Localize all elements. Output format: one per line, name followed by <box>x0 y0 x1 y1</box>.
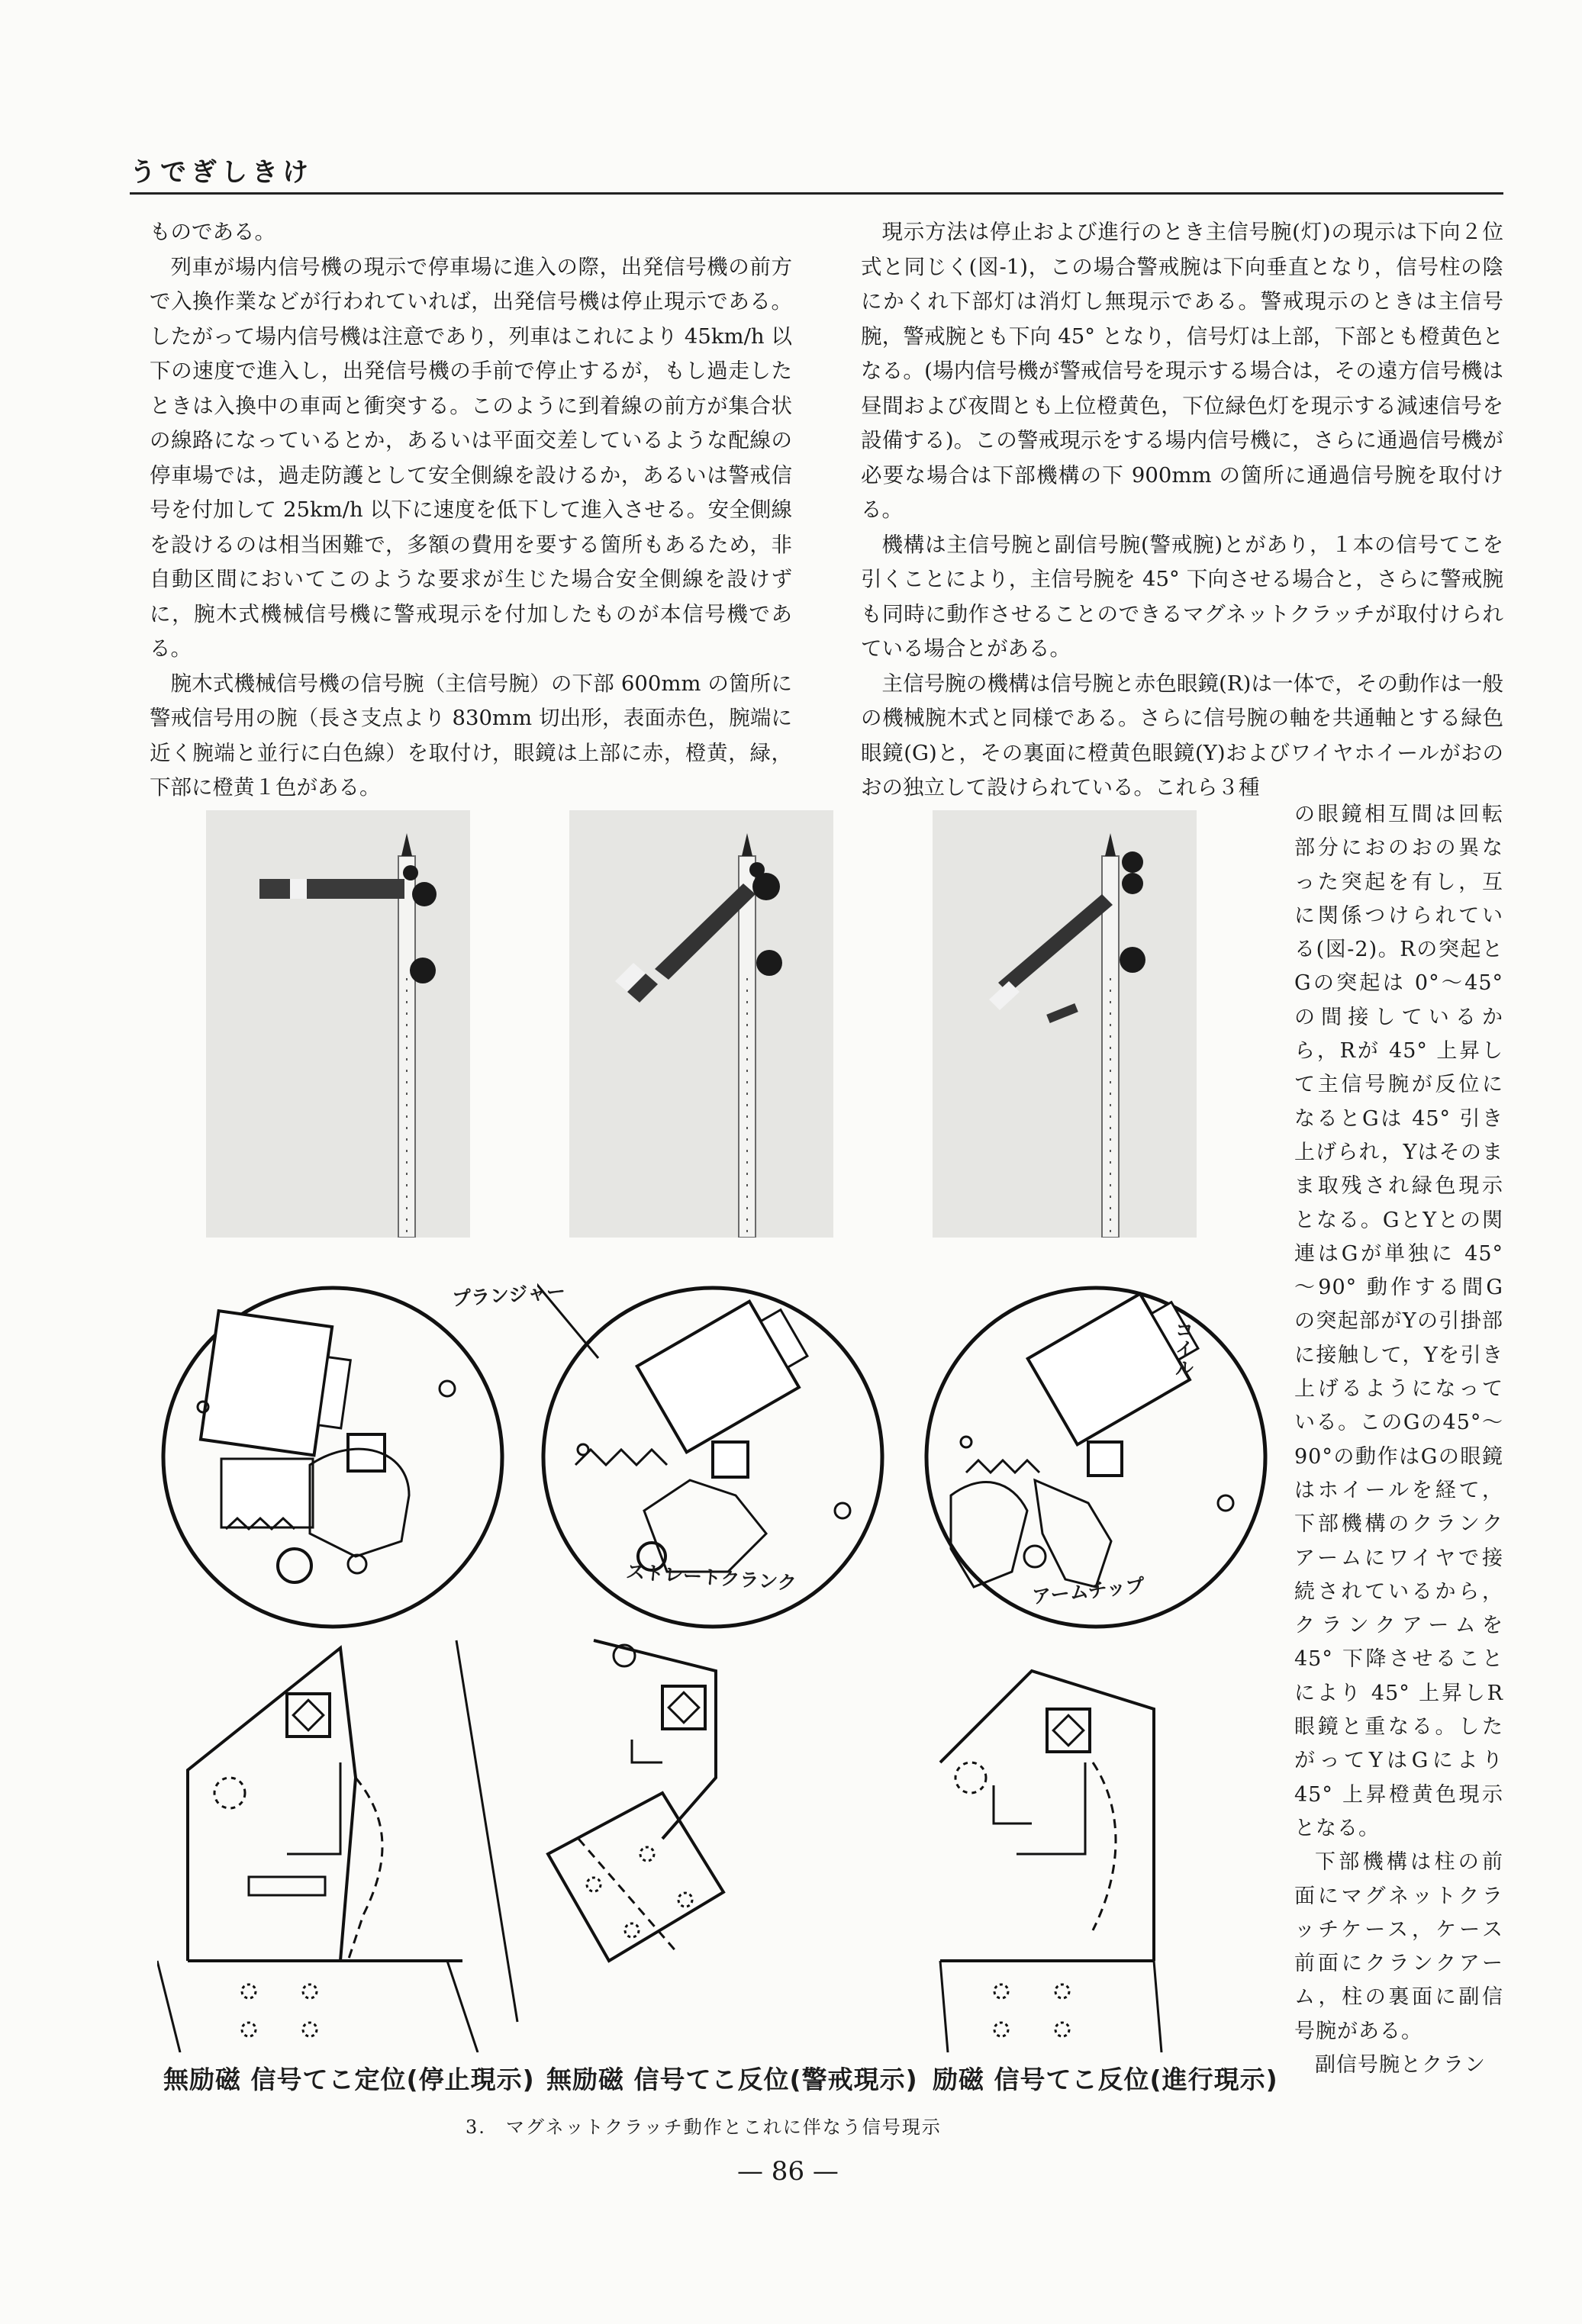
signal-photo-proceed <box>933 810 1197 1238</box>
running-title: うでぎしきけ <box>130 157 313 188</box>
right-column-narrow <box>1294 798 1503 2082</box>
figure-caption: 3. マグネットクラッチ動作とこれに伴なう信号現示 <box>466 2116 942 2138</box>
callout-arm-tip: アームチップ <box>1031 1574 1146 1608</box>
callout-coil: コイル <box>1172 1320 1194 1377</box>
state-label-caution: 無励磁 信号てこ反位(警戒現示) <box>546 2065 918 2094</box>
crank-drawing-caution <box>441 1625 823 2052</box>
paragraph: 腕木式機械信号機の信号腕（主信号腕）の下部 600mm の箇所に警戒信号用の腕（長さ支点より 830mm 切出形，表面赤色，腕端に近く腕端と並行に白色線）を取付け，眼鏡は上部に赤，橙黄，緑，下部に橙黄１色がある。 <box>150 671 792 800</box>
crank-drawing-proceed <box>925 1625 1307 2052</box>
paragraph: 主信号腕の機構は信号腕と赤色眼鏡(R)は一体で，その動作は一般の機械腕木式と同様である。さらに信号腕の軸を共通軸とする緑色眼鏡(G)と，その裏面に橙黄色眼鏡(Y)およびワイヤホイールがおのおの独立して設けられている。これら３種 <box>861 671 1503 800</box>
header-rule <box>130 192 1503 195</box>
paragraph: 現示方法は停止および進行のとき主信号腕(灯)の現示は下向２位式と同じく(図-1)，この場合警戒腕は下向垂直となり，信号柱の陰にかくれ下部灯は消灯し無現示である。警戒現示のときは主信号腕，警戒腕とも下向 45° となり，信号灯は上部，下部とも橙黄色となる。(場内信号機が警戒信号を現示する場合は，その遠方信号機は昼間および夜間とも上位橙黄色，下位緑色灯を現示する減速信号を設備する)。この警戒現示をする場内信号機に，さらに通過信号機が必要な場合は下部機構の下 900mm の箇所に通過信号腕を取付ける。 <box>861 220 1503 522</box>
paragraph: 下部機構は柱の前面にマグネットクラッチケース，ケース前面にクランクアーム，柱の裏面に副信号腕がある。 <box>1294 1850 1503 2043</box>
state-label-proceed: 励磁 信号てこ反位(進行現示) <box>933 2065 1278 2094</box>
paragraph: 副信号腕とクラン <box>1315 2052 1486 2077</box>
signal-photo-caution <box>569 810 833 1238</box>
callout-straight-crank: ストレートクランク <box>625 1560 797 1595</box>
paragraph: 列車が場内信号機の現示で停車場に進入の際，出発信号機の前方で入換作業などが行われていれば，出発信号機は停止現示である。したがって場内信号機は注意であり，列車はこれにより 45km/h 以下の速度で進入し，出発信号機の手前で停止するが，もし過走したときは入換中の車両と衝突する。このように到着線の前方が集合状の線路になっているとか，あるいは平面交差しているような配線の停車場では，過走防護として安全側線を設けるか，あるいは警戒信号を付加して 25km/h 以下に速度を低下して進入させる。安全側線を設けるのは相当困難で，多額の費用を要する箇所もあるため，非自動区間においてこのような要求が生じた場合安全側線を設けずに，腕木式機械信号機に警戒現示を付加したものが本信号機である。 <box>150 254 792 661</box>
paragraph: の眼鏡相互間は回転部分におのおの異なった突起を有し，互に関係つけられている(図-2)。Rの突起とGの突起は 0°～45° の間接しているから，Rが 45° 上昇して主信号腕が反位になるとGは 45° 引き上げられ，Yはそのまま取残され緑色現示となる。GとYとの関連はGが単独に 45°～90° 動作する間Gの突起部がYの引掛部に接触して，Yを引き上げるようになっている。このGの45°～90°の動作はGの眼鏡はホイールを経て，下部機構のクランクアームにワイヤで接続されているから，クランクアームを 45° 下降させることにより 45° 上昇しR眼鏡と重なる。したがってYはGにより 45° 上昇橙黄色現示となる。 <box>1294 803 1503 1840</box>
right-column-top <box>861 215 1503 806</box>
page-number: — 86 — <box>737 2156 839 2187</box>
clutch-drawing-stop <box>157 1282 508 1633</box>
state-label-stop: 無励磁 信号てこ定位(停止現示) <box>163 2065 535 2094</box>
left-column <box>150 215 792 806</box>
paragraph: 機構は主信号腕と副信号腕(警戒腕)とがあり，１本の信号てこを引くことにより，主信号腕を 45° 下向させる場合と，さらに警戒腕も同時に動作させることのできるマグネットクラッチが取付けられている場合とがある。 <box>861 532 1503 661</box>
callout-plunger: プランジャー <box>451 1279 566 1311</box>
signal-photo-stop <box>206 810 470 1238</box>
paragraph: ものである。 <box>150 220 275 244</box>
